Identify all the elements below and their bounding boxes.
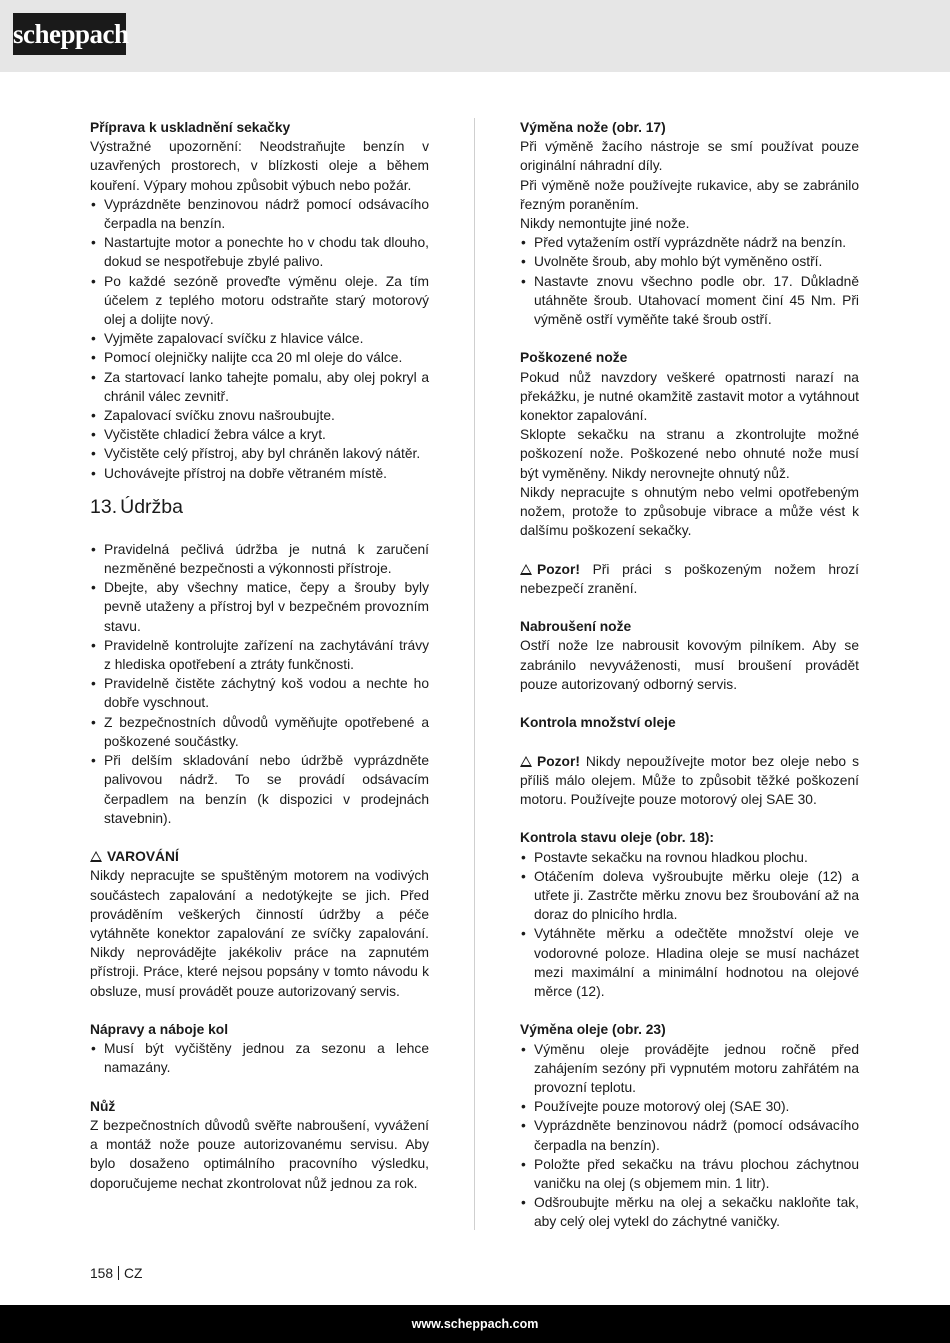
list-item: • Vyprázdněte benzinovou nádrž pomocí odsávacího čerpadla na benzín. [90, 195, 429, 233]
replace-paragraph: Při výměně nože používejte rukavice, aby se zabránilo řezným poraněním. [520, 177, 859, 212]
list-item: • Za startovací lanko tahejte pomalu, aby olej pokryl a chránil válec zevnitř. [90, 368, 429, 406]
knife-heading: Nůž [90, 1098, 116, 1114]
website-url[interactable]: www.scheppach.com [411, 1317, 539, 1331]
list-item: • Postavte sekačku na rovnou hladkou plochu. [520, 848, 859, 867]
warning-icon [90, 851, 102, 862]
list-item: • Výměnu oleje provádějte jednou ročně před zahájením sezóny při vypnutém motoru zahřátém na provozní teplotu. [520, 1040, 859, 1098]
axles-list [90, 1039, 429, 1077]
list-item: • Uchovávejte přístroj na dobře větraném místě. [90, 464, 429, 483]
replace-paragraph: Při výměně žacího nástroje se smí používat pouze originální náhradní díly. [520, 139, 859, 174]
right-column [520, 118, 859, 1232]
section-heading-maintenance [90, 495, 429, 519]
list-item: • Pravidelná pečlivá údržba je nutná k zaručení nezměněné bezpečnosti a výkonnosti přístroje. [90, 540, 429, 578]
list-item: • Položte před sekačku na trávu plochou záchytnou vaničku na olej (s objemem min. 1 litr). [520, 1155, 859, 1193]
knife-text: Z bezpečnostních důvodů svěřte nabroušení, vyvážení a montáž nože pouze autorizovanému servisu. Aby bylo dosaženo optimálního pracovního výsledku, doporučujeme nechat zkontrolovat nůž jednou za rok. [90, 1117, 429, 1191]
list-item: • Dbejte, aby všechny matice, čepy a šrouby byly pevně utaženy a přístroj byl v bezpečném provozním stavu. [90, 578, 429, 636]
caution-text: Při práci s poškozeným nožem hrozí nebezpečí zranění. [520, 561, 859, 596]
footer-separator [118, 1266, 119, 1280]
oil-change-heading: Výměna oleje (obr. 23) [520, 1022, 666, 1038]
list-item: • Před vytažením ostří vyprázdněte nádrž na benzín. [520, 233, 859, 252]
warning-heading [90, 847, 429, 866]
damaged-paragraph: Sklopte sekačku na stranu a zkontrolujte možné poškození nože. Poškozené nebo ohnuté nože musí být vyměněny. Nikdy nerovnejte ohnutý nůž. [520, 427, 859, 481]
caution-label: Pozor! [537, 753, 580, 769]
warning-text: Nikdy nepracujte se spuštěným motorem na vodivých součástech zapalování a nedotýkejte se jich. Před prováděním veškerých činností údržby a péče vytáhněte konektor zapalování ze svíčky zapalování. Nikdy neprovádějte jakékoliv práce na zapnutém přístroji. Práce, které nejsou popsány v tomto návodu k obsluze, musí provádět pouze autorizovaný servis. [90, 868, 429, 999]
language-code: CZ [124, 1266, 143, 1281]
list-item: • Používejte pouze motorový olej (SAE 30). [520, 1097, 859, 1116]
damaged-paragraph: Pokud nůž navzdory veškeré opatrnosti narazí na překážku, je nutné okamžitě zastavit motor a vytáhnout konektor zapalování. [520, 369, 859, 424]
damaged-paragraph: Nikdy nepracujte s ohnutým nebo velmi opotřebeným nožem, protože to způsobuje vibrace a může vést k dalšímu poškození sekačky. [520, 484, 859, 539]
caution-note [520, 560, 859, 598]
list-item: • Uvolněte šroub, aby mohlo být vyměněno ostří. [520, 252, 859, 271]
column-divider [474, 118, 475, 1230]
maintenance-list [90, 540, 429, 828]
header-bar [0, 0, 950, 72]
list-item: • Vytáhněte měrku a odečtěte množství oleje ve vodorovné poloze. Hladina oleje se musí nacházet mezi maximální a minimální hodnotou na olejové měrce (12). [520, 924, 859, 1001]
list-item: • Otáčením doleva vyšroubujte měrku oleje (12) a utřete ji. Zastrčte měrku znovu bez šroubování až na doraz do plnicího hrdla. [520, 867, 859, 925]
oil-change-list [520, 1040, 859, 1232]
caution-label: Pozor! [537, 561, 580, 577]
replace-heading: Výměna nože (obr. 17) [520, 120, 666, 135]
replace-list [520, 233, 859, 329]
replace-paragraph: Nikdy nemontujte jiné nože. [520, 216, 690, 232]
section-title: Údržba [120, 495, 183, 518]
warning-title: VAROVÁNÍ [107, 849, 179, 865]
caution-note [520, 752, 859, 810]
list-item: • Odšroubujte měrku na olej a sekačku nakloňte tak, aby celý olej vytekl do záchytné vaničky. [520, 1193, 859, 1231]
page-footer [90, 1264, 142, 1283]
list-item: • Pravidelně čistěte záchytný koš vodou a nechte ho dobře vyschnout. [90, 674, 429, 712]
list-item: • Pravidelně kontrolujte zařízení na zachytávání trávy z hlediska opotřebení a ztráty funkčnosti. [90, 636, 429, 674]
list-item: • Vyčistěte chladicí žebra válce a kryt. [90, 425, 429, 444]
list-item: • Vyčistěte celý přístroj, aby byl chráněn lakový nátěr. [90, 444, 429, 463]
axles-heading: Nápravy a náboje kol [90, 1021, 229, 1037]
list-item: • Po každé sezóně proveďte výměnu oleje. Za tím účelem z teplého motoru odstraňte starý motorový olej a dolijte nový. [90, 272, 429, 330]
damaged-heading: Poškozené nože [520, 350, 628, 366]
storage-heading: Příprava k uskladnění sekačky [90, 120, 291, 135]
footer-bar [0, 1305, 950, 1343]
scheppach-logo: scheppach [13, 13, 126, 55]
list-item: • Nastartujte motor a ponechte ho v chodu tak dlouho, dokud se nespotřebuje zbylé palivo. [90, 233, 429, 271]
list-item: • Nastavte znovu všechno podle obr. 17. Důkladně utáhněte šroub. Utahovací moment činí 45 Nm. Při výměně ostří vyměňte také šroub ostří. [520, 272, 859, 330]
oil-check-list [520, 848, 859, 1002]
storage-list [90, 195, 429, 483]
list-item: • Musí být vyčištěny jednou za sezonu a lehce namazány. [90, 1039, 429, 1077]
list-item: • Zapalovací svíčku znovu našroubujte. [90, 406, 429, 425]
storage-intro: Výstražné upozornění: Neodstraňujte benzín v uzavřených prostorech, v blízkosti oleje a během kouření. Výpary mohou způsobit výbuch nebo požár. [90, 139, 429, 193]
warning-icon [520, 756, 532, 767]
oil-check-heading: Kontrola stavu oleje (obr. 18): [520, 830, 714, 846]
sharpen-text: Ostří nože lze nabrousit kovovým pilníkem. Aby se zabránilo nevyváženosti, musí broušení provádět pouze autorizovaný odborný servis. [520, 638, 859, 692]
list-item: • Vyjměte zapalovací svíčku z hlavice válce. [90, 329, 429, 348]
oil-amount-heading: Kontrola množství oleje [520, 715, 676, 731]
list-item: • Z bezpečnostních důvodů vyměňujte opotřebené a poškozené součástky. [90, 713, 429, 751]
list-item: • Pomocí olejničky nalijte cca 20 ml oleje do válce. [90, 348, 429, 367]
list-item: • Při delším skladování nebo údržbě vyprázdněte palivovou nádrž. To se provádí odsávacím čerpadlem na benzín (k dispozici v prodejnách stavebnin). [90, 751, 429, 828]
sharpen-heading: Nabroušení nože [520, 619, 632, 635]
list-item: • Vyprázdněte benzinovou nádrž (pomocí odsávacího čerpadla na benzín). [520, 1116, 859, 1154]
page-number: 158 [90, 1266, 114, 1281]
section-number: 13. [90, 495, 118, 518]
caution-text: Nikdy nepoužívejte motor bez oleje nebo s příliš málo olejem. Může to způsobit těžké poškození motoru. Používejte pouze motorový olej SAE 30. [520, 753, 859, 808]
left-column [90, 118, 429, 1193]
warning-icon [520, 564, 532, 575]
